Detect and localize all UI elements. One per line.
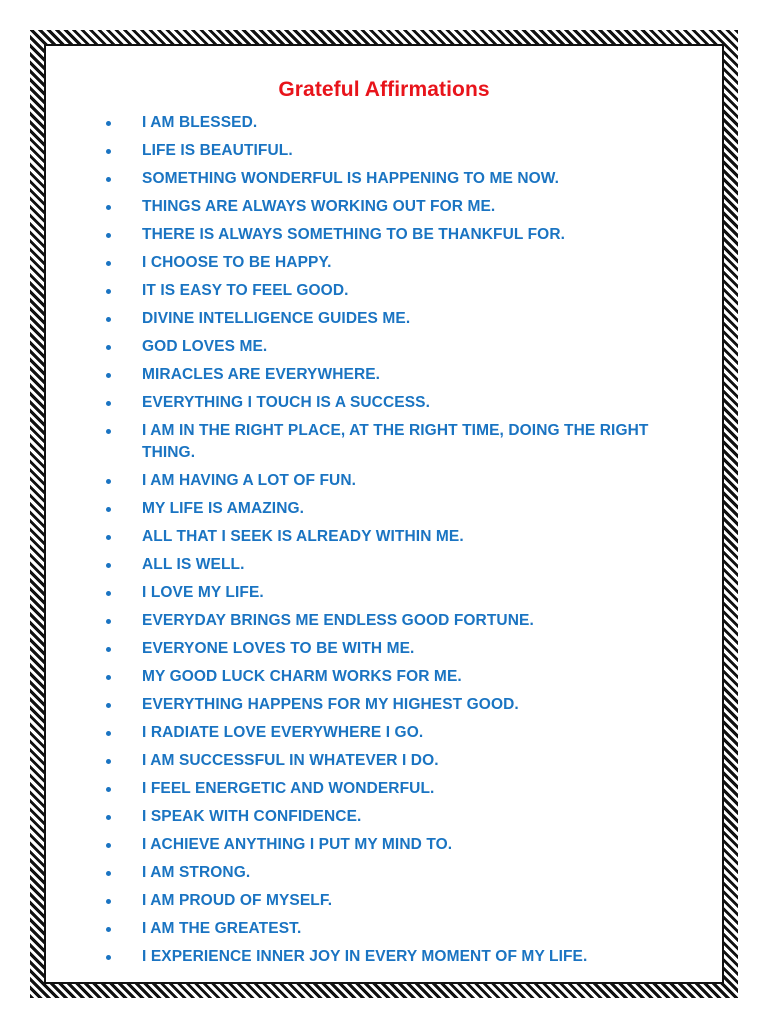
list-item-text: THINGS ARE ALWAYS WORKING OUT FOR ME.: [142, 198, 496, 215]
bullet-icon: [106, 345, 111, 350]
bullet-icon: [106, 675, 111, 680]
bullet-icon: [106, 205, 111, 210]
list-item-text: I AM SUCCESSFUL IN WHATEVER I DO.: [142, 752, 439, 769]
list-item: [106, 280, 682, 302]
list-item: [106, 168, 682, 190]
bullet-icon: [106, 233, 111, 238]
list-item-text: I AM IN THE RIGHT PLACE, AT THE RIGHT TIME, DOING THE RIGHT THING.: [142, 422, 649, 461]
list-item: [106, 918, 682, 940]
list-item: [106, 224, 682, 246]
list-item: [106, 364, 682, 386]
list-item: [106, 196, 682, 218]
bullet-icon: [106, 899, 111, 904]
list-item: [106, 526, 682, 548]
list-item: [106, 778, 682, 800]
list-item-text: I AM PROUD OF MYSELF.: [142, 892, 333, 909]
list-item: [106, 392, 682, 414]
list-item: [106, 750, 682, 772]
list-item: [106, 638, 682, 660]
bullet-icon: [106, 261, 111, 266]
bullet-icon: [106, 703, 111, 708]
list-item: [106, 946, 682, 968]
bullet-icon: [106, 731, 111, 736]
bullet-icon: [106, 563, 111, 568]
bullet-icon: [106, 843, 111, 848]
list-item: [106, 252, 682, 274]
bullet-icon: [106, 955, 111, 960]
list-item: [106, 610, 682, 632]
bullet-icon: [106, 759, 111, 764]
bullet-icon: [106, 121, 111, 126]
list-item: [106, 666, 682, 688]
list-item: [106, 722, 682, 744]
list-item-text: ALL IS WELL.: [142, 556, 245, 573]
list-item: [106, 554, 682, 576]
list-item-text: GOD LOVES ME.: [142, 338, 268, 355]
list-item-text: I CHOOSE TO BE HAPPY.: [142, 254, 332, 271]
list-item-text: SOMETHING WONDERFUL IS HAPPENING TO ME NOW.: [142, 170, 560, 187]
bullet-icon: [106, 815, 111, 820]
list-item-text: MIRACLES ARE EVERYWHERE.: [142, 366, 381, 383]
list-item-text: IT IS EASY TO FEEL GOOD.: [142, 282, 349, 299]
affirmations-list: [106, 112, 682, 974]
list-item-text: I AM STRONG.: [142, 864, 251, 881]
bullet-icon: [106, 619, 111, 624]
list-item-text: THERE IS ALWAYS SOMETHING TO BE THANKFUL FOR.: [142, 226, 566, 243]
bullet-icon: [106, 149, 111, 154]
decorative-page-border: [30, 30, 738, 998]
list-item: [106, 498, 682, 520]
list-item-text: DIVINE INTELLIGENCE GUIDES ME.: [142, 310, 411, 327]
bullet-icon: [106, 429, 111, 434]
bullet-icon: [106, 927, 111, 932]
list-item-text: I EXPERIENCE INNER JOY IN EVERY MOMENT OF MY LIFE.: [142, 948, 588, 965]
bullet-icon: [106, 373, 111, 378]
list-item: [106, 694, 682, 716]
list-item: [106, 582, 682, 604]
list-item: [106, 862, 682, 884]
bullet-icon: [106, 871, 111, 876]
list-item-text: I LOVE MY LIFE.: [142, 584, 264, 601]
list-item-text: EVERYTHING I TOUCH IS A SUCCESS.: [142, 394, 430, 411]
page-content: [44, 44, 724, 984]
bullet-icon: [106, 289, 111, 294]
list-item: [106, 890, 682, 912]
bullet-icon: [106, 479, 111, 484]
list-item: [106, 336, 682, 358]
list-item-text: I ACHIEVE ANYTHING I PUT MY MIND TO.: [142, 836, 453, 853]
list-item-text: MY GOOD LUCK CHARM WORKS FOR ME.: [142, 668, 462, 685]
list-item: [106, 112, 682, 134]
list-item-text: I FEEL ENERGETIC AND WONDERFUL.: [142, 780, 435, 797]
list-item: [106, 834, 682, 856]
bullet-icon: [106, 317, 111, 322]
bullet-icon: [106, 647, 111, 652]
list-item-text: MY LIFE IS AMAZING.: [142, 500, 305, 517]
list-item-text: EVERYTHING HAPPENS FOR MY HIGHEST GOOD.: [142, 696, 519, 713]
bullet-icon: [106, 507, 111, 512]
bullet-icon: [106, 401, 111, 406]
list-item-text: EVERYONE LOVES TO BE WITH ME.: [142, 640, 415, 657]
list-item: [106, 308, 682, 330]
list-item: [106, 470, 682, 492]
list-item: [106, 806, 682, 828]
list-item: [106, 140, 682, 162]
bullet-icon: [106, 787, 111, 792]
page-title: Grateful Affirmations: [278, 78, 490, 101]
list-item-text: I SPEAK WITH CONFIDENCE.: [142, 808, 362, 825]
list-item-text: I AM THE GREATEST.: [142, 920, 302, 937]
list-item-text: ALL THAT I SEEK IS ALREADY WITHIN ME.: [142, 528, 464, 545]
bullet-icon: [106, 591, 111, 596]
list-item-text: I AM BLESSED.: [142, 114, 258, 131]
list-item-text: I RADIATE LOVE EVERYWHERE I GO.: [142, 724, 424, 741]
list-item-text: I AM HAVING A LOT OF FUN.: [142, 472, 357, 489]
list-item-text: EVERYDAY BRINGS ME ENDLESS GOOD FORTUNE.: [142, 612, 534, 629]
bullet-icon: [106, 177, 111, 182]
list-item-text: LIFE IS BEAUTIFUL.: [142, 142, 293, 159]
bullet-icon: [106, 535, 111, 540]
list-item: [106, 420, 682, 464]
